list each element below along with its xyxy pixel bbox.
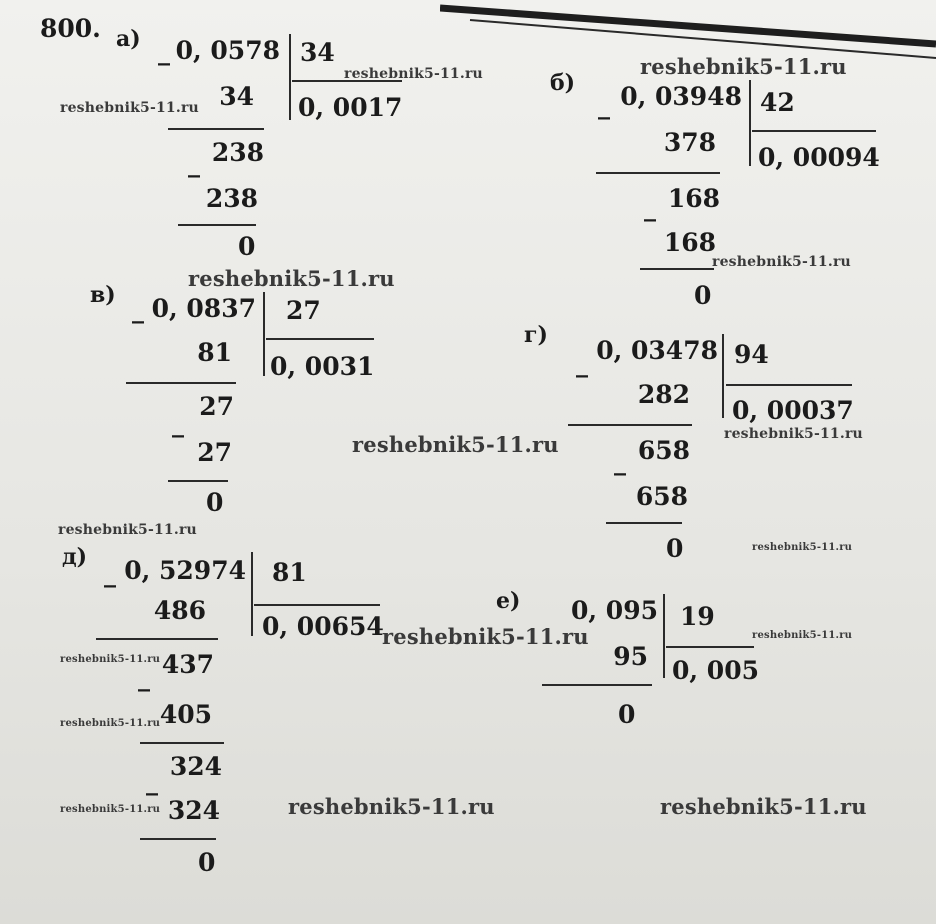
step-d-3: 405 — [159, 700, 212, 729]
dividend-d: 0, 52974 — [124, 556, 246, 585]
watermark: reshebnik5-11.ru — [724, 426, 863, 442]
quotient-g: 0, 00037 — [732, 396, 854, 425]
problem-number: 800. — [40, 14, 101, 43]
step-g-1: 282 — [637, 380, 690, 409]
label-g: г) — [524, 322, 548, 348]
step-line-e-1 — [542, 684, 652, 686]
step-v-1: 81 — [197, 338, 232, 367]
quotient-d: 0, 00654 — [262, 612, 384, 641]
divisor-a: 34 — [300, 38, 335, 67]
step-e-1: 95 — [613, 642, 648, 671]
quotient-line-e — [666, 646, 754, 648]
step-a-2: 238 — [211, 138, 264, 167]
quotient-line-b — [752, 130, 876, 132]
watermark: reshebnik5-11.ru — [60, 718, 161, 729]
step-e-2: 0 — [618, 700, 636, 729]
step-line-a-1 — [168, 128, 264, 130]
watermark: reshebnik5-11.ru — [60, 100, 199, 116]
step-b-3: 168 — [663, 228, 716, 257]
quotient-line-d — [254, 604, 380, 606]
divisor-g: 94 — [734, 340, 769, 369]
divisor-d: 81 — [272, 558, 307, 587]
quotient-b: 0, 00094 — [758, 143, 880, 172]
watermark: reshebnik5-11.ru — [60, 804, 161, 815]
step-line-g-1 — [568, 424, 692, 426]
step-d-2: 437 — [161, 650, 214, 679]
watermark: reshebnik5-11.ru — [752, 542, 853, 553]
minus-sign: _ — [172, 409, 184, 438]
step-v-4: 0 — [206, 488, 224, 517]
division-bar-v — [263, 292, 265, 376]
label-a: а) — [116, 26, 141, 52]
division-bar-e — [663, 594, 665, 678]
watermark: reshebnik5-11.ru — [752, 630, 853, 641]
quotient-a: 0, 0017 — [298, 93, 403, 122]
label-v: в) — [90, 282, 116, 308]
step-d-4: 324 — [169, 752, 222, 781]
quotient-line-g — [726, 384, 852, 386]
dividend-g: 0, 03478 — [596, 336, 718, 365]
step-line-d-2 — [140, 742, 224, 744]
step-b-1: 378 — [663, 128, 716, 157]
step-g-4: 0 — [666, 534, 684, 563]
step-line-a-2 — [178, 224, 256, 226]
divisor-e: 19 — [680, 602, 715, 631]
dividend-e: 0, 095 — [571, 596, 658, 625]
watermark: reshebnik5-11.ru — [640, 54, 847, 79]
quotient-e: 0, 005 — [672, 656, 759, 685]
quotient-line-v — [266, 338, 374, 340]
step-b-4: 0 — [694, 281, 712, 310]
minus-sign: _ — [598, 91, 610, 120]
step-line-d-3 — [140, 838, 216, 840]
minus-sign: _ — [138, 663, 150, 692]
minus-sign: _ — [576, 349, 588, 378]
dividend-v: 0, 0837 — [151, 294, 256, 323]
minus-sign: _ — [104, 559, 116, 588]
step-a-4: 0 — [238, 232, 256, 261]
label-b: б) — [550, 70, 576, 96]
minus-sign: _ — [188, 149, 200, 178]
minus-sign: _ — [614, 447, 626, 476]
step-v-2: 27 — [199, 392, 234, 421]
watermark: reshebnik5-11.ru — [58, 522, 197, 538]
divisor-v: 27 — [286, 296, 321, 325]
step-line-v-1 — [126, 382, 236, 384]
step-d-1: 486 — [153, 596, 206, 625]
step-line-b-1 — [596, 172, 720, 174]
watermark: reshebnik5-11.ru — [660, 794, 867, 819]
step-g-3: 658 — [635, 482, 688, 511]
step-line-d-1 — [96, 638, 218, 640]
dividend-b: 0, 03948 — [620, 82, 742, 111]
watermark: reshebnik5-11.ru — [344, 66, 483, 82]
step-d-5: 324 — [167, 796, 220, 825]
step-line-g-2 — [606, 522, 682, 524]
dividend-a: 0, 0578 — [175, 36, 280, 65]
minus-sign: _ — [146, 767, 158, 796]
step-d-6: 0 — [198, 848, 216, 877]
label-e: е) — [496, 588, 521, 614]
division-bar-g — [722, 334, 724, 418]
watermark: reshebnik5-11.ru — [712, 254, 851, 270]
division-bar-b — [749, 80, 751, 166]
label-d: д) — [62, 544, 88, 570]
division-bar-a — [289, 34, 291, 120]
quotient-v: 0, 0031 — [270, 352, 375, 381]
watermark: reshebnik5-11.ru — [188, 266, 395, 291]
step-g-2: 658 — [637, 436, 690, 465]
step-v-3: 27 — [197, 438, 232, 467]
step-line-v-2 — [168, 480, 228, 482]
divisor-b: 42 — [760, 88, 795, 117]
watermark: reshebnik5-11.ru — [382, 624, 589, 649]
step-a-1: 34 — [219, 82, 254, 111]
minus-sign: _ — [132, 295, 144, 324]
step-b-2: 168 — [667, 184, 720, 213]
step-line-b-2 — [640, 268, 714, 270]
step-a-3: 238 — [205, 184, 258, 213]
minus-sign: _ — [158, 37, 170, 66]
minus-sign: _ — [644, 193, 656, 222]
division-bar-d — [251, 552, 253, 636]
watermark: reshebnik5-11.ru — [288, 794, 495, 819]
watermark: reshebnik5-11.ru — [352, 432, 559, 457]
watermark: reshebnik5-11.ru — [60, 654, 161, 665]
